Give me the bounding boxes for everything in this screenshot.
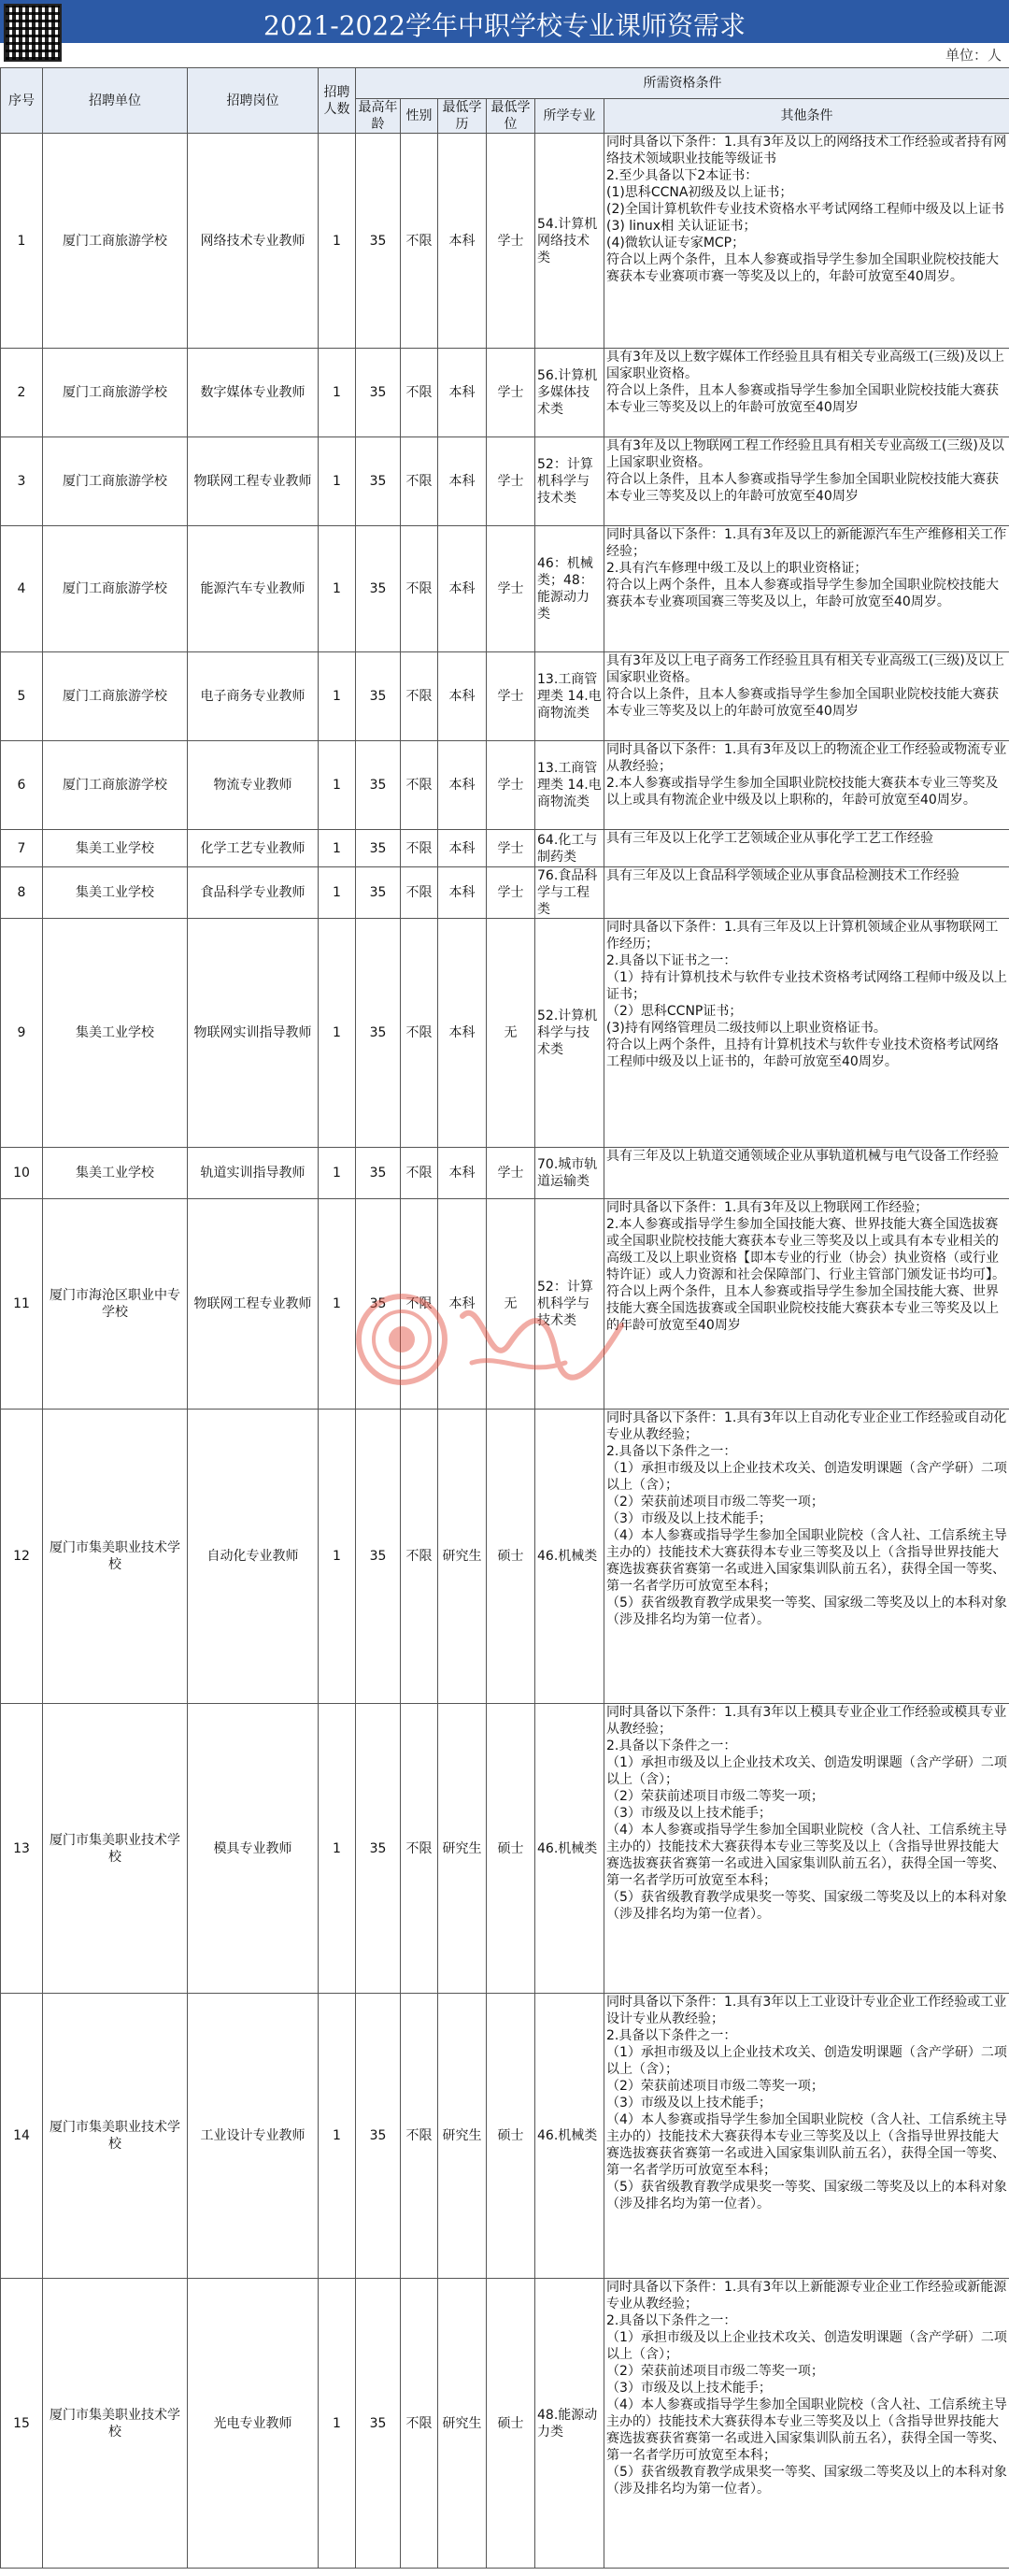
condition-line: 2.具备以下条件之一： xyxy=(606,1739,737,1753)
min-degree: 学士 xyxy=(487,741,535,830)
major: 54.计算机网络技术类 xyxy=(535,134,604,349)
table-row xyxy=(1,1199,1009,1410)
major: 70.城市轨道运输类 xyxy=(535,1148,604,1199)
header-age: 最高年龄 xyxy=(356,99,401,134)
recruit-post: 模具专业教师 xyxy=(188,1704,319,1994)
row-number: 12 xyxy=(1,1410,43,1704)
condition-line: 具有3年及以上电子商务工作经验且具有相关专业高级工(三级)及以上国家职业资格。 xyxy=(606,653,1004,685)
table-row xyxy=(1,437,1009,526)
row-number: 13 xyxy=(1,1704,43,1994)
condition-line: （4）本人参赛或指导学生参加全国职业院校（含人社、工信系统主导主办的）技能技术大赛获得本专业三等奖及以上（含指导世界技能大赛选拔赛获省赛第一名或进入国家集训队前五名），获得全国一等奖、第一名者学历可放宽至本科； xyxy=(606,1528,1007,1594)
condition-line: （3）市级及以上技术能手； xyxy=(606,2381,772,2396)
header-count: 招聘人数 xyxy=(319,68,356,134)
row-number: 14 xyxy=(1,1994,43,2279)
row-number: 1 xyxy=(1,134,43,349)
recruit-unit: 厦门市集美职业技术学校 xyxy=(43,1704,188,1994)
condition-line: （3）市级及以上技术能手； xyxy=(606,1806,772,1821)
header-unit: 招聘单位 xyxy=(43,68,188,134)
gender: 不限 xyxy=(401,652,438,741)
condition-line: 2.具有汽车修理中级工及以上的职业资格证； xyxy=(606,561,868,576)
row-number: 8 xyxy=(1,867,43,919)
table-row xyxy=(1,652,1009,741)
table-row xyxy=(1,830,1009,867)
max-age: 35 xyxy=(356,2279,401,2569)
min-education: 本科 xyxy=(438,1148,487,1199)
table-row xyxy=(1,1994,1009,2279)
condition-line: 具有3年及以上数字媒体工作经验且具有相关专业高级工(三级)及以上国家职业资格。 xyxy=(606,350,1004,381)
condition-line: （5）获省级教育教学成果奖一等奖、国家级二等奖及以上的本科对象（涉及排名均为第一位者）。 xyxy=(606,1596,1007,1627)
gender: 不限 xyxy=(401,1199,438,1410)
max-age: 35 xyxy=(356,741,401,830)
table-body xyxy=(1,134,1009,2569)
gender: 不限 xyxy=(401,741,438,830)
condition-line: 具有三年及以上食品科学领域企业从事食品检测技术工作经验 xyxy=(606,868,959,883)
table-row xyxy=(1,134,1009,349)
table-row xyxy=(1,919,1009,1148)
recruit-count: 1 xyxy=(319,652,356,741)
recruit-post: 工业设计专业教师 xyxy=(188,1994,319,2279)
row-number: 6 xyxy=(1,741,43,830)
row-number: 5 xyxy=(1,652,43,741)
gender: 不限 xyxy=(401,867,438,919)
header-degree: 最低学位 xyxy=(487,99,535,134)
gender: 不限 xyxy=(401,1994,438,2279)
condition-line: （1）承担市级及以上企业技术攻关、创造发明课题（含产学研）二项以上（含）； xyxy=(606,2330,1007,2362)
min-education: 研究生 xyxy=(438,1410,487,1704)
table-row xyxy=(1,867,1009,919)
recruit-count: 1 xyxy=(319,1410,356,1704)
condition-line: 同时具备以下条件：1.具有3年及以上的物流企业工作经验或物流专业从教经验； xyxy=(606,742,1007,774)
title-bar xyxy=(0,0,1009,43)
condition-line: 2.具备以下证书之一： xyxy=(606,953,737,968)
condition-line: 2.本人参赛或指导学生参加全国职业院校技能大赛获本专业三等奖及以上或具有物流企业中级及以上职称的，年龄可放宽至40周岁。 xyxy=(606,776,999,808)
min-degree: 学士 xyxy=(487,867,535,919)
table-row xyxy=(1,1410,1009,1704)
other-conditions xyxy=(604,437,1009,526)
row-number: 7 xyxy=(1,830,43,867)
table-row xyxy=(1,349,1009,437)
recruit-count: 1 xyxy=(319,526,356,652)
condition-line: 符合以上条件，且本人参赛或指导学生参加全国职业院校技能大赛获本专业三等奖及以上的年龄可放宽至40周岁 xyxy=(606,383,999,415)
condition-line: (3) linux相 关认证证书； xyxy=(606,219,757,234)
condition-line: 具有三年及以上轨道交通领域企业从事轨道机械与电气设备工作经验 xyxy=(606,1149,999,1164)
unit-label: 单位：人 xyxy=(945,47,1002,64)
condition-line: (2)全国计算机软件专业技术资格水平考试网络工程师中级及以上证书 xyxy=(606,202,1004,217)
condition-line: 具有三年及以上化学工艺领域企业从事化学工艺工作经验 xyxy=(606,831,933,846)
condition-line: 同时具备以下条件：1.具有3年以上模具专业企业工作经验或模具专业从教经验； xyxy=(606,1705,1007,1737)
gender: 不限 xyxy=(401,526,438,652)
recruit-unit: 集美工业学校 xyxy=(43,867,188,919)
recruit-count: 1 xyxy=(319,919,356,1148)
gender: 不限 xyxy=(401,919,438,1148)
recruit-unit: 厦门市海沧区职业中专学校 xyxy=(43,1199,188,1410)
condition-line: 2.具备以下条件之一： xyxy=(606,2313,737,2328)
condition-line: （5）获省级教育教学成果奖一等奖、国家级二等奖及以上的本科对象（涉及排名均为第一位者）。 xyxy=(606,2180,1007,2211)
max-age: 35 xyxy=(356,830,401,867)
other-conditions xyxy=(604,919,1009,1148)
condition-line: （1）承担市级及以上企业技术攻关、创造发明课题（含产学研）二项以上（含）； xyxy=(606,1461,1007,1493)
recruit-count: 1 xyxy=(319,134,356,349)
condition-line: 同时具备以下条件：1.具有3年及以上物联网工作经验； xyxy=(606,1200,929,1215)
min-degree: 学士 xyxy=(487,1148,535,1199)
condition-line: （4）本人参赛或指导学生参加全国职业院校（含人社、工信系统主导主办的）技能技术大赛获得本专业三等奖及以上（含指导世界技能大赛选拔赛获省赛第一名或进入国家集训队前五名），获得全国一等奖、第一名者学历可放宽至本科； xyxy=(606,2397,1007,2463)
gender: 不限 xyxy=(401,1704,438,1994)
recruit-count: 1 xyxy=(319,1994,356,2279)
other-conditions xyxy=(604,741,1009,830)
condition-line: 2.具备以下条件之一： xyxy=(606,1444,737,1459)
condition-line: （3）市级及以上技术能手； xyxy=(606,2096,772,2111)
major: 13.工商管理类 14.电商物流类 xyxy=(535,741,604,830)
other-conditions xyxy=(604,867,1009,919)
min-degree: 学士 xyxy=(487,134,535,349)
condition-line: 同时具备以下条件：1.具有3年以上新能源专业企业工作经验或新能源专业从教经验； xyxy=(606,2280,1007,2311)
max-age: 35 xyxy=(356,1148,401,1199)
condition-line: 符合以上条件，且本人参赛或指导学生参加全国职业院校技能大赛获本专业三等奖及以上的年龄可放宽至40周岁 xyxy=(606,472,999,504)
condition-line: （1）承担市级及以上企业技术攻关、创造发明课题（含产学研）二项以上（含）； xyxy=(606,1755,1007,1787)
recruit-post: 物联网实训指导教师 xyxy=(188,919,319,1148)
min-education: 本科 xyxy=(438,867,487,919)
recruit-unit: 厦门工商旅游学校 xyxy=(43,437,188,526)
major: 56.计算机多媒体技术类 xyxy=(535,349,604,437)
condition-line: (3)持有网络管理员二级技师以上职业资格证书。 xyxy=(606,1021,887,1036)
major: 46：机械类；48：能源动力类 xyxy=(535,526,604,652)
min-degree: 学士 xyxy=(487,830,535,867)
max-age: 35 xyxy=(356,437,401,526)
condition-line: （5）获省级教育教学成果奖一等奖、国家级二等奖及以上的本科对象（涉及排名均为第一位者）。 xyxy=(606,2465,1007,2497)
row-number: 4 xyxy=(1,526,43,652)
min-education: 本科 xyxy=(438,437,487,526)
condition-line: 符合以上两个条件，且本人参赛或指导学生参加全国技能大赛、世界技能大赛全国选拔赛或全国职业院校技能大赛获本专业三等奖及以上的年龄可放宽至40周岁 xyxy=(606,1284,999,1333)
other-conditions xyxy=(604,1148,1009,1199)
recruit-unit: 厦门市集美职业技术学校 xyxy=(43,1410,188,1704)
recruit-post: 食品科学专业教师 xyxy=(188,867,319,919)
recruit-post: 能源汽车专业教师 xyxy=(188,526,319,652)
major: 46.机械类 xyxy=(535,1704,604,1994)
min-education: 研究生 xyxy=(438,1994,487,2279)
recruit-post: 电子商务专业教师 xyxy=(188,652,319,741)
table-row xyxy=(1,1148,1009,1199)
gender: 不限 xyxy=(401,830,438,867)
major: 64.化工与制药类 xyxy=(535,830,604,867)
recruit-count: 1 xyxy=(319,741,356,830)
requirements-table xyxy=(0,67,1009,2569)
recruit-count: 1 xyxy=(319,437,356,526)
condition-line: （2）荣获前述项目市级二等奖一项； xyxy=(606,2079,824,2094)
other-conditions xyxy=(604,1704,1009,1994)
gender: 不限 xyxy=(401,349,438,437)
row-number: 3 xyxy=(1,437,43,526)
min-education: 本科 xyxy=(438,349,487,437)
condition-line: （2）思科CCNP证书； xyxy=(606,1004,743,1019)
condition-line: 2.本人参赛或指导学生参加全国技能大赛、世界技能大赛全国选拔赛或全国职业院校技能大赛获本专业三等奖及以上或具有本专业相关的高级工及以上职业资格【即本专业的行业（协会）执业资格（或行业特许证）或人力资源和社会保障部门、行业主管部门颁发证书均可】。 xyxy=(606,1217,1005,1282)
max-age: 35 xyxy=(356,1704,401,1994)
condition-line: 同时具备以下条件：1.具有3年以上自动化专业企业工作经验或自动化专业从教经验； xyxy=(606,1410,1007,1442)
min-degree: 硕士 xyxy=(487,2279,535,2569)
other-conditions xyxy=(604,830,1009,867)
row-number: 11 xyxy=(1,1199,43,1410)
other-conditions xyxy=(604,2279,1009,2569)
gender: 不限 xyxy=(401,437,438,526)
recruit-post: 物流专业教师 xyxy=(188,741,319,830)
max-age: 35 xyxy=(356,1199,401,1410)
condition-line: 符合以上两个条件，且本人参赛或指导学生参加全国职业院校技能大赛获本专业赛项国赛三等奖及以上，年龄可放宽至40周岁。 xyxy=(606,578,999,609)
min-education: 本科 xyxy=(438,741,487,830)
min-degree: 学士 xyxy=(487,349,535,437)
gender: 不限 xyxy=(401,1148,438,1199)
condition-line: （3）市级及以上技术能手； xyxy=(606,1511,772,1526)
condition-line: （2）荣获前述项目市级二等奖一项； xyxy=(606,1789,824,1804)
table-row xyxy=(1,1704,1009,1994)
min-education: 本科 xyxy=(438,134,487,349)
table-row xyxy=(1,526,1009,652)
condition-line: 符合以上两个条件，且持有计算机技术与软件专业技术资格考试网络工程师中级及以上证书的，年龄可放宽至40周岁。 xyxy=(606,1038,999,1069)
other-conditions xyxy=(604,652,1009,741)
max-age: 35 xyxy=(356,1994,401,2279)
recruit-unit: 厦门工商旅游学校 xyxy=(43,652,188,741)
max-age: 35 xyxy=(356,1410,401,1704)
condition-line: 同时具备以下条件：1.具有3年及以上的新能源汽车生产维修相关工作经验； xyxy=(606,527,1007,559)
recruit-unit: 厦门工商旅游学校 xyxy=(43,134,188,349)
other-conditions xyxy=(604,134,1009,349)
other-conditions xyxy=(604,1994,1009,2279)
table-row xyxy=(1,2279,1009,2569)
page-title: 2021-2022学年中职学校专业课师资需求 xyxy=(263,10,746,41)
recruit-unit: 厦门工商旅游学校 xyxy=(43,526,188,652)
major: 46.机械类 xyxy=(535,1410,604,1704)
row-number: 9 xyxy=(1,919,43,1148)
header-gender: 性别 xyxy=(401,99,438,134)
min-education: 本科 xyxy=(438,830,487,867)
condition-line: （2）荣获前述项目市级二等奖一项； xyxy=(606,2364,824,2379)
min-degree: 学士 xyxy=(487,437,535,526)
condition-line: 2.具备以下条件之一： xyxy=(606,2028,737,2043)
min-degree: 无 xyxy=(487,1199,535,1410)
gender: 不限 xyxy=(401,1410,438,1704)
condition-line: 同时具备以下条件：1.具有3年以上工业设计专业企业工作经验或工业设计专业从教经验； xyxy=(606,1995,1007,2026)
condition-line: (4)微软认证专家MCP； xyxy=(606,236,746,250)
recruit-unit: 集美工业学校 xyxy=(43,1148,188,1199)
gender: 不限 xyxy=(401,2279,438,2569)
max-age: 35 xyxy=(356,867,401,919)
recruit-unit: 厦门工商旅游学校 xyxy=(43,741,188,830)
qr-code-icon xyxy=(4,4,62,62)
min-degree: 硕士 xyxy=(487,1994,535,2279)
recruit-post: 数字媒体专业教师 xyxy=(188,349,319,437)
major: 76.食品科学与工程类 xyxy=(535,867,604,919)
min-degree: 硕士 xyxy=(487,1410,535,1704)
recruit-count: 1 xyxy=(319,1704,356,1994)
condition-line: （5）获省级教育教学成果奖一等奖、国家级二等奖及以上的本科对象（涉及排名均为第一位者）。 xyxy=(606,1890,1007,1922)
max-age: 35 xyxy=(356,526,401,652)
recruit-count: 1 xyxy=(319,867,356,919)
recruit-unit: 厦门工商旅游学校 xyxy=(43,349,188,437)
header-no: 序号 xyxy=(1,68,43,134)
max-age: 35 xyxy=(356,919,401,1148)
recruit-unit: 集美工业学校 xyxy=(43,919,188,1148)
recruit-count: 1 xyxy=(319,1148,356,1199)
condition-line: （4）本人参赛或指导学生参加全国职业院校（含人社、工信系统主导主办的）技能技术大赛获得本专业三等奖及以上（含指导世界技能大赛选拔赛获省赛第一名或进入国家集训队前五名），获得全国一等奖、第一名者学历可放宽至本科； xyxy=(606,2112,1007,2178)
recruit-count: 1 xyxy=(319,1199,356,1410)
min-education: 本科 xyxy=(438,1199,487,1410)
recruit-post: 轨道实训指导教师 xyxy=(188,1148,319,1199)
min-education: 研究生 xyxy=(438,1704,487,1994)
other-conditions xyxy=(604,1410,1009,1704)
max-age: 35 xyxy=(356,134,401,349)
header-major: 所学专业 xyxy=(535,99,604,134)
header-edu: 最低学历 xyxy=(438,99,487,134)
condition-line: （1）持有计算机技术与软件专业技术资格考试网络工程师中级及以上证书； xyxy=(606,970,1007,1002)
min-degree: 无 xyxy=(487,919,535,1148)
min-degree: 硕士 xyxy=(487,1704,535,1994)
condition-line: （2）荣获前述项目市级二等奖一项； xyxy=(606,1495,824,1510)
row-number: 2 xyxy=(1,349,43,437)
min-degree: 学士 xyxy=(487,652,535,741)
other-conditions xyxy=(604,349,1009,437)
row-number: 15 xyxy=(1,2279,43,2569)
major: 46.机械类 xyxy=(535,1994,604,2279)
recruit-post: 化学工艺专业教师 xyxy=(188,830,319,867)
gender: 不限 xyxy=(401,134,438,349)
min-education: 本科 xyxy=(438,919,487,1148)
table-row xyxy=(1,741,1009,830)
header-group: 所需资格条件 xyxy=(356,68,1009,99)
condition-line: 符合以上两个条件，且本人参赛或指导学生参加全国职业院校技能大赛获本专业赛项市赛一等奖及以上的，年龄可放宽至40周岁。 xyxy=(606,252,999,284)
recruit-post: 自动化专业教师 xyxy=(188,1410,319,1704)
max-age: 35 xyxy=(356,349,401,437)
recruit-post: 光电专业教师 xyxy=(188,2279,319,2569)
condition-line: （1）承担市级及以上企业技术攻关、创造发明课题（含产学研）二项以上（含）； xyxy=(606,2045,1007,2077)
other-conditions xyxy=(604,1199,1009,1410)
condition-line: 具有3年及以上物联网工程工作经验且具有相关专业高级工(三级)及以上国家职业资格。 xyxy=(606,438,1004,470)
header-post: 招聘岗位 xyxy=(188,68,319,134)
max-age: 35 xyxy=(356,652,401,741)
other-conditions xyxy=(604,526,1009,652)
min-education: 研究生 xyxy=(438,2279,487,2569)
condition-line: （4）本人参赛或指导学生参加全国职业院校（含人社、工信系统主导主办的）技能技术大赛获得本专业三等奖及以上（含指导世界技能大赛选拔赛获省赛第一名或进入国家集训队前五名），获得全国一等奖、第一名者学历可放宽至本科； xyxy=(606,1823,1007,1888)
min-degree: 学士 xyxy=(487,526,535,652)
recruit-count: 1 xyxy=(319,349,356,437)
recruit-post: 物联网工程专业教师 xyxy=(188,437,319,526)
recruit-post: 网络技术专业教师 xyxy=(188,134,319,349)
recruit-unit: 集美工业学校 xyxy=(43,830,188,867)
major: 13.工商管理类 14.电商物流类 xyxy=(535,652,604,741)
recruit-count: 1 xyxy=(319,2279,356,2569)
condition-line: 2.至少具备以下2本证书： xyxy=(606,168,759,183)
condition-line: (1)思科CCNA初级及以上证书； xyxy=(606,185,793,200)
header-other: 其他条件 xyxy=(604,99,1009,134)
major: 48.能源动力类 xyxy=(535,2279,604,2569)
condition-line: 同时具备以下条件：1.具有3年及以上的网络技术工作经验或者持有网络技术领域职业技能等级证书 xyxy=(606,135,1007,166)
min-education: 本科 xyxy=(438,526,487,652)
recruit-count: 1 xyxy=(319,830,356,867)
min-education: 本科 xyxy=(438,652,487,741)
recruit-unit: 厦门市集美职业技术学校 xyxy=(43,1994,188,2279)
major: 52：计算机科学与技术类 xyxy=(535,437,604,526)
recruit-post: 物联网工程专业教师 xyxy=(188,1199,319,1410)
major: 52.计算机科学与技术类 xyxy=(535,919,604,1148)
major: 52：计算机科学与技术类 xyxy=(535,1199,604,1410)
row-number: 10 xyxy=(1,1148,43,1199)
condition-line: 同时具备以下条件：1.具有三年及以上计算机领域企业从事物联网工作经历； xyxy=(606,920,999,952)
condition-line: 符合以上条件，且本人参赛或指导学生参加全国职业院校技能大赛获本专业三等奖及以上的年龄可放宽至40周岁 xyxy=(606,687,999,719)
recruit-unit: 厦门市集美职业技术学校 xyxy=(43,2279,188,2569)
